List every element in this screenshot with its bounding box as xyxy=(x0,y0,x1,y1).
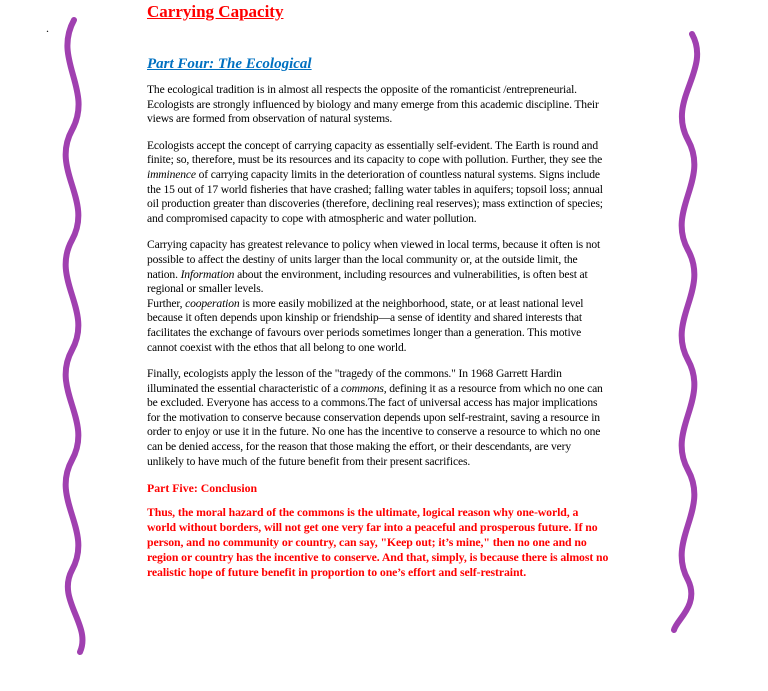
para2-text-b: of carrying capacity limits in the deterioration of countless natural systems. Signs include the 15 out of 17 world fisheries that have crashed; falling water tables in aquifers; topsoil loss; annual oil production greater than discoveries (therefore, declining real reserves); mass extinction of species; and compromised capacity to cope with atmospheric and water pollution. xyxy=(147,167,603,225)
para3-text-b: about the environment, including resources and vulnerabilities, is often best at regional or smaller levels. xyxy=(147,267,588,296)
para2-emphasis: imminence xyxy=(147,167,196,181)
para3-emphasis: Information xyxy=(180,267,235,281)
wave-left-line xyxy=(66,20,83,652)
para5-text-a: Finally, ecologists apply the lesson of the "tragedy of the commons." In 1968 Garrett Hardin illuminated the essential characteristic of a xyxy=(147,367,562,395)
para5-emphasis: commons, xyxy=(340,381,387,395)
para4-text-a: Further, xyxy=(147,296,186,310)
para3-text-a: Carrying capacity has greatest relevance to policy when viewed in local terms, because it often is not possible to affect the destiny of units larger than the local community or, at the outside limit, the nation. xyxy=(147,238,601,281)
para5-text-b: defining it as a resource from which no one can be excluded. Everyone has access to a commons.The fact of universal access has major implications for the motivation to conserve because conservation depends upon self-restraint, saving a resource in order to enjoy or use it in the future. No one has the incentive to conserve a resource to which no one can be denied access, for the reason that those making the effort, or their descendants, are very unlikely to have much of the future benefit from their present sacrifices. xyxy=(147,381,603,468)
part-four-heading: Part Four: The Ecological xyxy=(147,56,312,72)
para4-emphasis: cooperation xyxy=(185,296,240,310)
paragraph-carrying-capacity-accept xyxy=(147,139,609,227)
paragraph-tragedy-of-commons xyxy=(147,367,609,469)
wave-right-line xyxy=(674,34,697,630)
para4-text-b: is more easily mobilized at the neighborhood, state, or at least national level because it often depends upon kinship or friendship—a sense of identity and shared interests that facilitates the exchange of favours over periods sometimes longer than a generation. This motive cannot coexist with the ethos that all belong to one world. xyxy=(147,296,584,354)
page-title: Carrying Capacity xyxy=(147,2,284,21)
paragraph-local-terms xyxy=(147,238,609,296)
paragraph-cooperation xyxy=(147,297,609,355)
paragraph-ecological-tradition: The ecological tradition is in almost all respects the opposite of the romanticist /entrepreneurial. Ecologists are strongly influenced by biology and many emerge from this academic discipline. Their views are formed from observation of natural systems. xyxy=(147,83,599,126)
part-five-heading: Part Five: Conclusion xyxy=(147,481,258,496)
conclusion-paragraph: Thus, the moral hazard of the commons is the ultimate, logical reason why one-world, a world without borders, will not get one very far into a peaceful and prosperous future. If no person, and no community or country, can say, "Keep out; it’s mine," then no one and no region or country has the incentive to conserve. And that, simply, is because there is almost no realistic hope of future benefit in proportion to one’s effort and self-restraint. xyxy=(147,505,609,580)
para2-text-a: Ecologists accept the concept of carrying capacity as essentially self-evident. The Earth is round and finite; so, therefore, must be its resources and its capacity to cope with pollution. Further, they see the xyxy=(147,138,603,167)
stray-dot: . xyxy=(46,21,49,35)
document-body xyxy=(147,2,609,580)
